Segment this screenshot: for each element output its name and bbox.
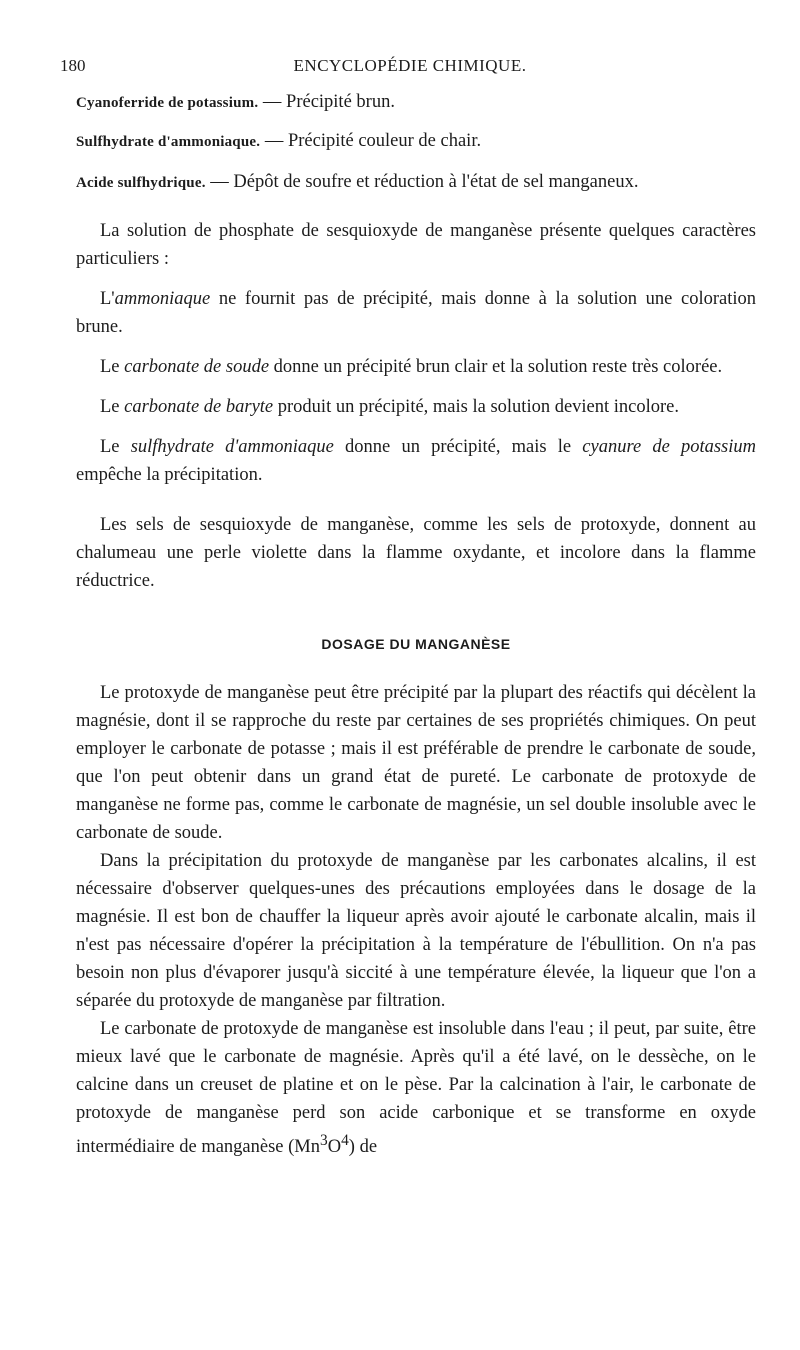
reagent-result: — Précipité brun. bbox=[258, 92, 395, 112]
paragraph-dosage-3 bbox=[76, 1015, 756, 1161]
text-run: O bbox=[327, 1137, 342, 1158]
superscript: 4 bbox=[341, 1132, 349, 1149]
text-run: produit un précipité, mais la solution devient incolore. bbox=[273, 397, 680, 417]
page-header bbox=[60, 56, 760, 80]
page-body bbox=[76, 88, 756, 1161]
paragraph-dosage-1: Le protoxyde de manganèse peut être précipité par la plupart des réactifs qui décèlent la magnésie, dont il se rapproche du reste par certaines de ses propriétés chimiques. On peut employer le carbonate de potasse ; mais il est préférable de prendre le carbonate de soude, que l'on peut obtenir dans un grand état de pureté. Le carbonate de protoxyde de manganèse ne forme pas, comme le carbonate de magnésie, un sel double insoluble avec le carbonate de soude. bbox=[76, 683, 756, 843]
reagent-line-acide-sulfhydrique bbox=[76, 168, 756, 197]
text-run: Le bbox=[100, 357, 125, 377]
text-run: Le carbonate de protoxyde de manganèse est insoluble dans l'eau ; il peut, par suite, être mieux lavé que le carbonate de magnésie. Après qu'il a été lavé, on le dessèche, on le calcine dans un creuset de platine et on le pèse. Par la calcination à l'air, le carbonate de protoxyde de manganèse perd son acide carbonique et se transforme en oxyde intermédiaire de manganèse (Mn bbox=[76, 1019, 756, 1158]
paragraph-sels-sesquioxyde: Les sels de sesquioxyde de manganèse, comme les sels de protoxyde, donnent au chalumeau une perle violette dans la flamme oxydante, et incolore dans la flamme réductrice. bbox=[76, 515, 756, 591]
reagent-emphasis: sulfhydrate d'ammoniaque bbox=[130, 437, 334, 457]
text-run: donne un précipité, mais le bbox=[333, 437, 583, 457]
text-run: ) de bbox=[348, 1137, 378, 1158]
text-run: Le bbox=[100, 397, 125, 417]
superscript: 3 bbox=[320, 1132, 328, 1149]
reagent-result: — Dépôt de soufre et réduction à l'état de sel manganeux. bbox=[205, 172, 639, 192]
reagent-line-cyanoferride bbox=[76, 88, 756, 117]
text-run: ne fournit pas de précipité, mais donne à la solution une coloration brune. bbox=[76, 289, 756, 337]
paragraph-ammoniaque bbox=[76, 285, 756, 341]
text-run: donne un précipité brun clair et la solution reste très colorée. bbox=[269, 357, 723, 377]
page-number: 180 bbox=[60, 56, 86, 75]
paragraph-carbonate-soude bbox=[76, 353, 756, 381]
text-run: Le bbox=[100, 437, 131, 457]
reagent-emphasis: cyanure de potassium bbox=[582, 437, 757, 457]
paragraph-carbonate-baryte bbox=[76, 393, 756, 421]
reagent-name: Sulfhydrate d'ammoniaque. bbox=[76, 134, 261, 150]
reagent-emphasis: ammoniaque bbox=[114, 289, 211, 309]
reagent-name: Acide sulfhydrique. bbox=[76, 175, 206, 191]
section-title: DOSAGE DU MANGANÈSE bbox=[321, 636, 511, 652]
text-run: L' bbox=[100, 289, 115, 309]
reagent-emphasis: carbonate de baryte bbox=[124, 397, 274, 417]
reagent-result: — Précipité couleur de chair. bbox=[260, 131, 482, 151]
paragraph-dosage-2: Dans la précipitation du protoxyde de manganèse par les carbonates alcalins, il est nécessaire d'observer quelques-unes des précautions employées dans le dosage de la magnésie. Il est bon de chauffer la liqueur après avoir ajouté le carbonate alcalin, mais il n'est pas nécessaire d'opérer la précipitation à la température de l'ébullition. On n'a pas besoin non plus d'évaporer jusqu'à siccité à une température élevée, la liqueur que l'on a séparée du protoxyde de manganèse par filtration. bbox=[76, 851, 756, 1011]
reagent-line-sulfhydrate bbox=[76, 127, 756, 156]
paragraph-sulfhydrate bbox=[76, 433, 756, 489]
paragraph-intro: La solution de phosphate de sesquioxyde de manganèse présente quelques caractères particuliers : bbox=[76, 221, 756, 269]
text-run: empêche la précipitation. bbox=[76, 465, 263, 485]
running-title: ENCYCLOPÉDIE CHIMIQUE. bbox=[293, 56, 527, 75]
reagent-name: Cyanoferride de potassium. bbox=[76, 95, 259, 111]
reagent-emphasis: carbonate de soude bbox=[124, 357, 270, 377]
